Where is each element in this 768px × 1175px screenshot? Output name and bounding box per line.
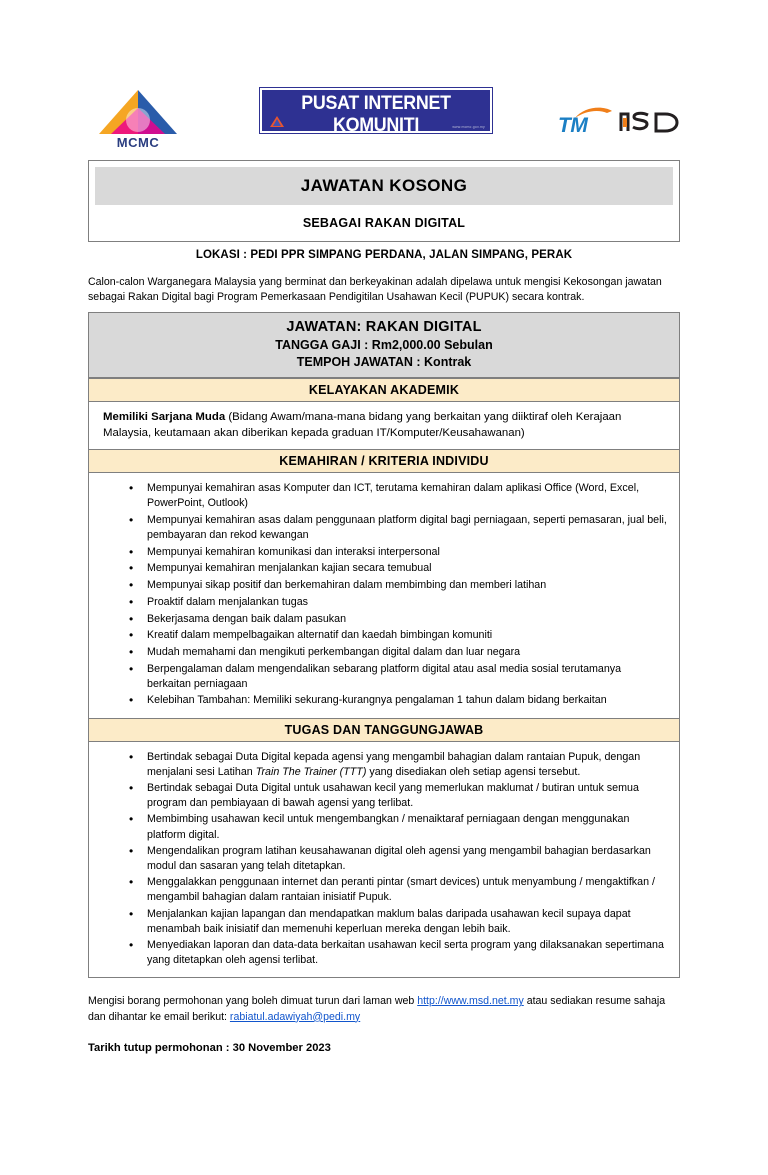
msd-logo [618, 106, 680, 134]
akademik-rest-text: (Bidang Awam/mana-mana bidang yang berkaitan yang diiktiraf oleh Kerajaan Malaysia, keutamaan akan diberikan kepada graduan IT/Komputer/Keusahawanan) [103, 410, 622, 439]
pedi-triangle-icon [270, 116, 284, 127]
mcmc-wordmark: MCMC [116, 135, 160, 150]
position-salary: TANGGA GAJI : Rm2,000.00 Sebulan [275, 337, 493, 352]
list-item: • Bertindak sebagai Duta Digital untuk usahawan kecil yang memerlukan maklumat / butiran untuk semua program dan pembiayaan di bawah agensi yang terlibat. [129, 781, 669, 811]
pedi-url-text: www.mcmc.gov.my [452, 125, 485, 129]
list-item: • Mudah memahami dan mengikuti perkembangan digital dalam dan luar negara [129, 645, 669, 660]
mcmc-logo [99, 90, 177, 150]
page-subtitle: SEBAGAI RAKAN DIGITAL [302, 216, 466, 230]
details-table [88, 312, 680, 978]
list-item [129, 750, 669, 780]
section-header-tugas: TUGAS DAN TANGGUNGJAWAB [89, 718, 679, 742]
document-body [88, 160, 680, 1056]
tugas-item1-part-a: Bertindak sebagai Duta Digital kepada agensi yang mengambil bahagian dalam rantaian Pupuk, dengan menjalani sesi Latihan [147, 750, 641, 778]
tugas-body [89, 742, 679, 978]
footer-instructions [88, 994, 680, 1056]
tm-logo [558, 106, 616, 136]
footer-text-part2: atau sediakan resume sahaja dan dihantar ke email berikut: [88, 995, 666, 1023]
list-item: • Mempunyai kemahiran asas dalam penggunaan platform digital bagi perniagaan, seperti pemasaran, jual beli, pembayaran dan rekod kewangan [129, 513, 669, 543]
list-item: • Kelebihan Tambahan: Memiliki sekurang-kurangnya pengalaman 1 tahun dalam bidang berkaitan [129, 693, 669, 708]
website-link[interactable]: http://www.msd.net.my [417, 995, 524, 1008]
list-item: • Bekerjasama dengan baik dalam pasukan [129, 612, 669, 627]
logo-header [0, 88, 768, 160]
list-item: • Mempunyai kemahiran asas Komputer dan ICT, terutama kemahiran dalam aplikasi Office (Word, Excel, PowerPoint, Outlook) [129, 481, 669, 511]
list-item: • Berpengalaman dalam mengendalikan sebarang platform digital atau asal media sosial terutamanya berkaitan perniagaan [129, 662, 669, 692]
list-item: • Mempunyai kemahiran komunikasi dan interaksi interpersonal [129, 545, 669, 560]
pedi-banner-title: PUSAT INTERNET KOMUNITI [301, 93, 451, 136]
position-term: TEMPOH JAWATAN : Kontrak [296, 354, 472, 369]
position-block [89, 313, 679, 378]
msd-logo-svg [618, 106, 680, 134]
list-item: • Menyediakan laporan dan data-data berkaitan usahawan kecil serta program yang dilaksanakan sepertimana yang ditetapkan oleh agensi terlibat. [129, 938, 669, 968]
mcmc-triangle-svg [99, 90, 177, 134]
title-box [88, 160, 680, 242]
job-vacancy-poster [0, 88, 768, 1175]
mcmc-triangle-icon [99, 90, 177, 134]
list-item: • Proaktif dalam menjalankan tugas [129, 595, 669, 610]
list-item: • Mempunyai kemahiran menjalankan kajian secara temubual [129, 561, 669, 576]
tugas-item1-italic: Train The Trainer (TTT) [255, 765, 367, 778]
location-line: LOKASI : PEDI PPR SIMPANG PERDANA, JALAN SIMPANG, PERAK [195, 249, 573, 261]
section-header-kemahiran: KEMAHIRAN / KRITERIA INDIVIDU [89, 449, 679, 473]
list-item: • Mempunyai sikap positif dan berkemahiran dalam membimbing dan memberi latihan [129, 578, 669, 593]
page-title: JAWATAN KOSONG [95, 167, 673, 205]
deadline-text: Tarikh tutup permohonan : 30 November 2023 [88, 1042, 331, 1054]
list-item: • Menggalakkan penggunaan internet dan peranti pintar (smart devices) untuk menyambung / mengaktifkan / mengambil bahagian dalam rantaian inisiatif Pupuk. [129, 875, 669, 905]
list-item: • Kreatif dalam mempelbagaikan alternatif dan kaedah bimbingan komuniti [129, 628, 669, 643]
akademik-bold-text: Memiliki Sarjana Muda [103, 410, 226, 423]
list-item: • Mengendalikan program latihan keusahawanan digital oleh agensi yang mengambil bahagian berdasarkan modul dan sasaran yang telah ditetapkan. [129, 844, 669, 874]
akademik-body [89, 402, 679, 449]
email-link[interactable]: rabiatul.adawiyah@pedi.my [229, 1010, 361, 1023]
intro-paragraph: Calon-calon Warganegara Malaysia yang berminat dan berkeyakinan adalah dipelawa untuk mengisi Kekosongan jawatan sebagai Rakan Digital bagi Program Pemerkasaan Pendigitilan Usahawan Kecil (PUPUK) secara kontrak. [88, 276, 662, 304]
tugas-item1-part-b: yang disediakan oleh setiap agensi tersebut. [366, 765, 581, 778]
position-title: JAWATAN: RAKAN DIGITAL [286, 319, 482, 336]
pedi-banner-logo [260, 88, 492, 150]
pedi-banner-subtitle: PEDi [357, 138, 395, 150]
tm-wordmark: TM [558, 114, 588, 137]
list-item: • Membimbing usahawan kecil untuk mengembangkan / menaiktaraf perniagaan dengan menggunakan platform digital. [129, 812, 669, 842]
kemahiran-body [89, 473, 679, 718]
list-item: • Menjalankan kajian lapangan dan mendapatkan maklum balas daripada usahawan kecil supaya dapat menambah baik inisiatif dan memenuhi keperluan mereka dengan lebih baik. [129, 907, 669, 937]
section-header-akademik: KELAYAKAN AKADEMIK [89, 378, 679, 402]
footer-text-part1: Mengisi borang permohonan yang boleh dimuat turun dari laman web [88, 995, 418, 1008]
tugas-list [99, 750, 669, 969]
kemahiran-list [99, 481, 669, 709]
